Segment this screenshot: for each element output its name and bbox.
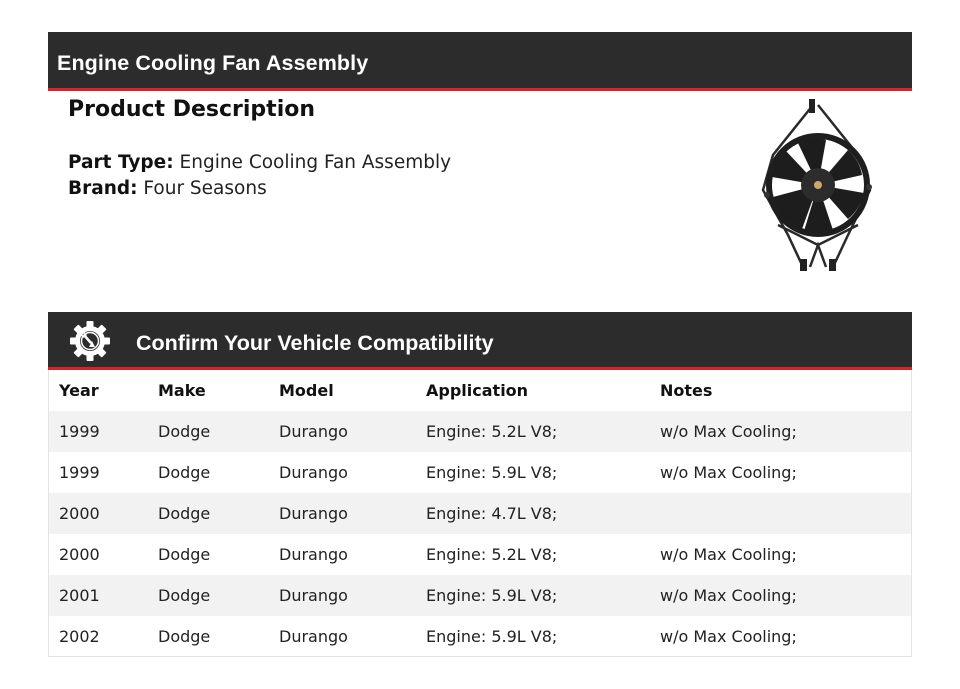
table-row [49,452,911,493]
compatibility-banner [48,312,912,370]
cell-make: Dodge [148,575,269,616]
cell-notes: w/o Max Cooling; [660,627,797,646]
compatibility-title: Confirm Your Vehicle Compatibility [136,331,494,355]
part-type-value: Engine Cooling Fan Assembly [179,152,452,173]
column-header-model: Model [279,381,334,400]
brand-value: Four Seasons [143,178,267,199]
table-row [49,493,911,534]
cell-application: Engine: 5.9L V8; [416,575,650,616]
cell-make: Dodge [148,411,269,452]
compatibility-table [48,370,912,657]
cell-year: 1999 [59,463,100,482]
product-description-heading: Product Description [68,97,316,122]
cooling-fan-image [738,95,908,275]
cell-year: 2000 [59,545,100,564]
cell-model: Durango [269,411,416,452]
part-type-line [68,152,451,173]
table-row [49,616,911,657]
brand-label: Brand: [68,178,138,199]
table-row [49,411,911,452]
cell-notes: w/o Max Cooling; [660,463,797,482]
cell-model: Durango [269,575,416,616]
cell-application: Engine: 5.9L V8; [426,463,558,482]
cell-year: 2000 [49,493,148,534]
brand-line [68,178,267,199]
cell-year: 2002 [59,627,100,646]
cell-make: Dodge [148,493,269,534]
cell-model: Durango [269,493,416,534]
cell-notes [650,493,911,534]
gear-wrench-icon [69,320,111,362]
table-row [49,534,911,575]
column-header-application: Application [426,381,529,400]
cell-make: Dodge [158,463,211,482]
product-title: Engine Cooling Fan Assembly [57,51,369,75]
cell-application: Engine: 5.2L V8; [416,411,650,452]
table-header-row [49,370,911,411]
cell-year: 1999 [49,411,148,452]
column-header-notes: Notes [660,381,713,400]
cell-notes: w/o Max Cooling; [660,545,797,564]
cell-notes: w/o Max Cooling; [650,411,911,452]
cell-notes: w/o Max Cooling; [650,575,911,616]
cell-make: Dodge [158,545,211,564]
cell-application: Engine: 5.9L V8; [426,627,558,646]
column-header-make: Make [158,381,206,400]
cell-year: 2001 [49,575,148,616]
cell-model: Durango [279,627,348,646]
product-title-banner [48,32,912,91]
table-row [49,575,911,616]
cell-application: Engine: 4.7L V8; [416,493,650,534]
cell-model: Durango [279,463,348,482]
part-type-label: Part Type: [68,152,174,173]
cell-application: Engine: 5.2L V8; [426,545,558,564]
cell-make: Dodge [158,627,211,646]
column-header-year: Year [59,381,99,400]
cell-model: Durango [279,545,348,564]
